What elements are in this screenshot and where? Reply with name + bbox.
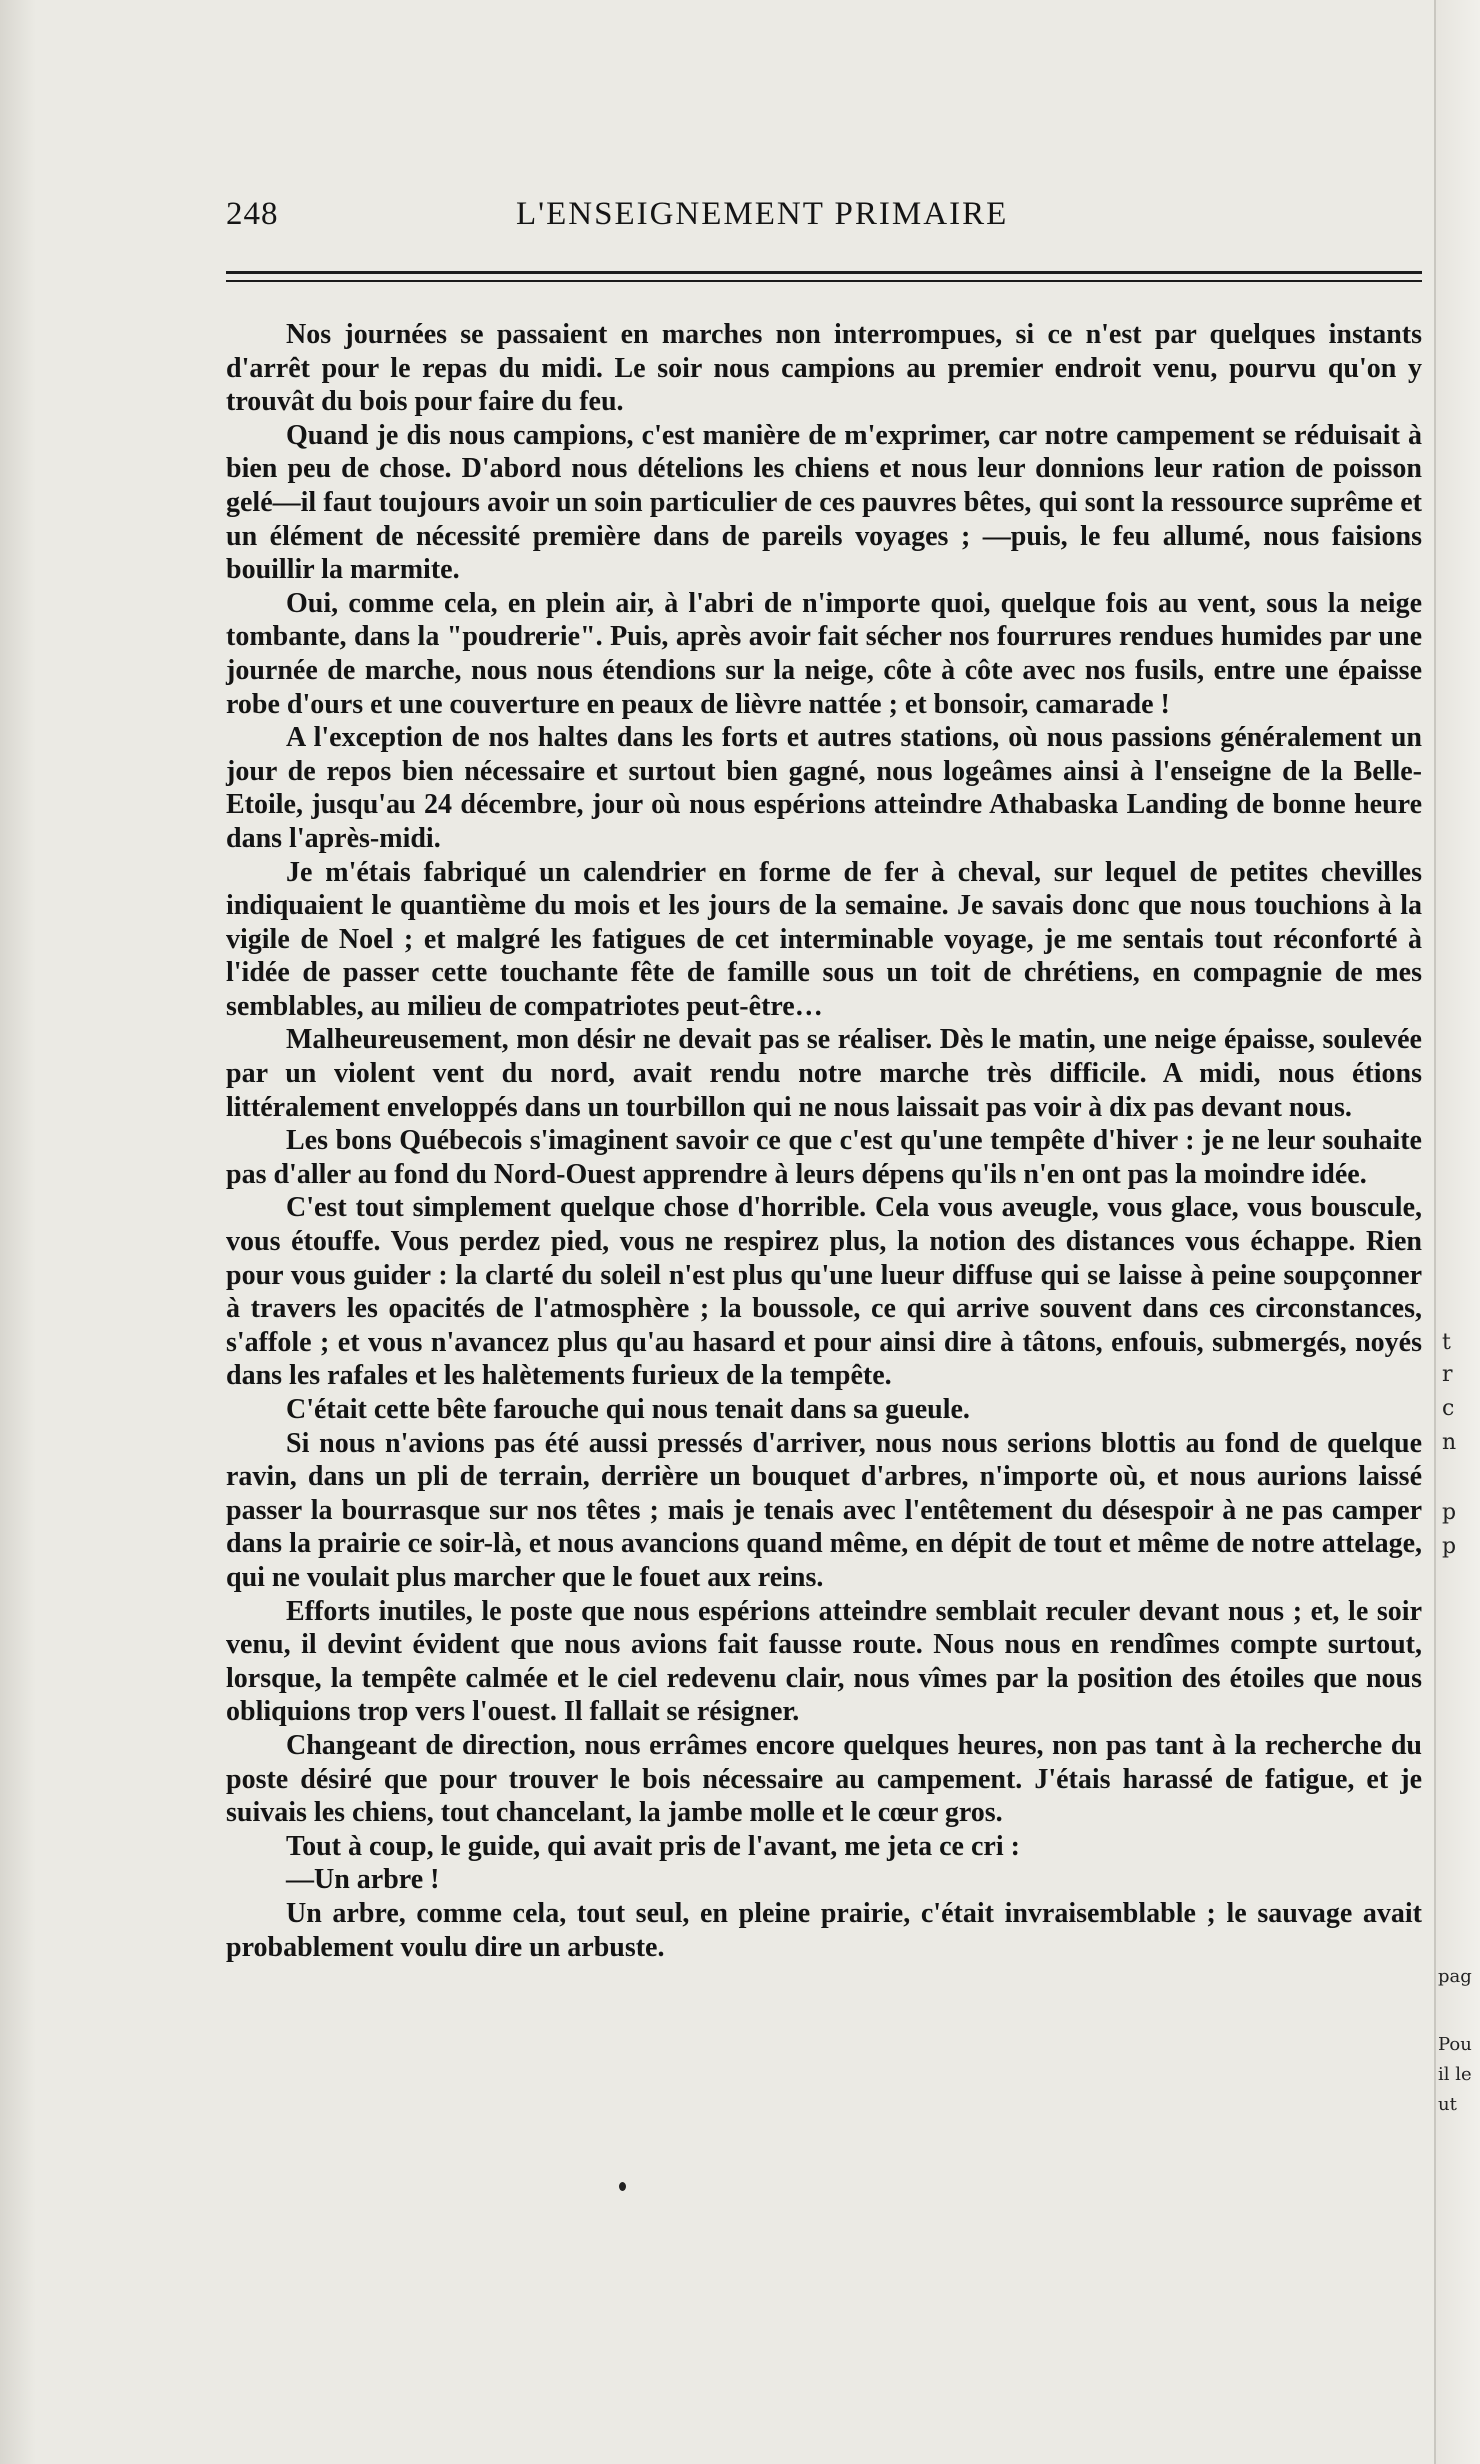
margin-fragment: p [1442,1500,1457,1525]
margin-fragment: Pou [1438,2034,1472,2055]
paragraph-5: Je m'étais fabriqué un calendrier en forme de fer à cheval, sur lequel de petites chevilles indiquaient le quantième du mois et les jours de la semaine. Je savais donc que nous touchions à la vigile de Noel ; et malgré les fatigues de cet interminable voyage, je me sentais tout réconforté à l'idée de passer cette touchante fête de famille sous un toit de chrétiens, en compagnie de mes semblables, au milieu de compatriotes peut-être… [226,856,1422,1022]
paragraph-6: Malheureusement, mon désir ne devait pas se réaliser. Dès le matin, une neige épaisse, soulevée par un violent vent du nord, avait rendu notre marche très difficile. A midi, nous étions littéralement enveloppés dans un tourbillon qui ne nous laissait pas voir à dix pas devant nous. [226,1024,1422,1123]
paragraph-14: —Un arbre ! [286,1864,440,1896]
paragraph-2: Quand je dis nous campions, c'est manière de m'exprimer, car notre campement se réduisait à bien peu de chose. D'abord nous dételions les chiens et nous leur donnions leur ration de poisson gelé—il faut toujours avoir un soin particulier de ces pauvres bêtes, qui sont la ressource suprême et un élément de nécessité première dans de pareils voyages ; —puis, le feu allumé, nous faisions bouillir la marmite. [226,419,1422,586]
paragraph-15: Un arbre, comme cela, tout seul, en pleine prairie, c'était invraisemblable ; le sauvage avait probablement voulu dire un arbuste. [226,1897,1422,1963]
margin-fragment: n [1442,1430,1457,1455]
paragraph-7: Les bons Québecois s'imaginent savoir ce que c'est qu'une tempête d'hiver : je ne leur souhaite pas d'aller au fond du Nord-Ouest apprendre à leurs dépens qu'ils n'en ont pas la moindre idée. [226,1125,1422,1190]
paragraph-1: Nos journées se passaient en marches non interrompues, si ce n'est par quelques instants d'arrêt pour le repas du midi. Le soir nous campions au premier endroit venu, pourvu qu'on y trouvât du bois pour faire du feu. [226,319,1422,418]
margin-fragment: r [1442,1362,1453,1387]
article-body [226,318,1422,1964]
paragraph-12: Changeant de direction, nous errâmes encore quelques heures, non pas tant à la recherche du poste désiré que pour trouver le bois nécessaire au campement. J'étais harassé de fatigue, et je suivais les chiens, tout chancelant, la jambe molle et le cœur gros. [226,1729,1422,1829]
paragraph-8: C'est tout simplement quelque chose d'horrible. Cela vous aveugle, vous glace, vous bouscule, vous étouffe. Vous perdez pied, vous ne respirez plus, la notion des distances vous échappe. Rien pour vous guider : la clarté du soleil n'est plus qu'une lueur diffuse qui se laisse à peine soupçonner à travers les opacités de l'atmosphère ; la boussole, ce qui arrive souvent dans ces circonstances, s'affole ; et vous n'avancez plus qu'au hasard et pour ainsi dire à tâtons, enfouis, submergés, noyés dans les rafales et les halètements furieux de la tempête. [226,1192,1422,1392]
margin-fragment: il le [1438,2064,1472,2085]
running-header [226,196,1226,240]
margin-fragment: t [1442,1330,1451,1355]
ink-speck [619,2182,626,2191]
paragraph-3: Oui, comme cela, en plein air, à l'abri de n'importe quoi, quelque fois au vent, sous la neige tombante, dans la "poudrerie". Puis, après avoir fait sécher nos fourrures rendues humides par une journée de marche, nous nous étendions sur la neige, côte à côte avec nos fusils, entre une épaisse robe d'ours et une couverture en peaux de lièvre nattée ; et bonsoir, camarade ! [226,587,1422,720]
margin-fragment: pag [1438,1966,1472,1987]
paragraph-10: Si nous n'avions pas été aussi pressés d'arriver, nous nous serions blottis au fond de quelque ravin, dans un pli de terrain, derrière un bouquet d'arbres, n'importe où, et nous aurions laissé passer la bourrasque sur nos têtes ; mais je tenais avec l'entêtement du désespoir à ne pas camper dans la prairie ce soir-là, et nous avancions quand même, en dépit de tout et même de notre attelage, qui ne voulait plus marcher que le fouet aux reins. [226,1427,1422,1593]
page-left-edge [0,0,36,2464]
paragraph-9: C'était cette bête farouche qui nous tenait dans sa gueule. [286,1394,970,1425]
header-rule-thin [226,280,1422,282]
margin-fragment: c [1442,1396,1455,1421]
running-title: L'ENSEIGNEMENT PRIMAIRE [516,196,1009,232]
header-rule-thick [226,271,1422,274]
margin-fragment: ut [1438,2094,1457,2115]
paragraph-11: Efforts inutiles, le poste que nous espérions atteindre semblait reculer devant nous ; et, le soir venu, il devint évident que nous avions fait fausse route. Nous nous en rendîmes compte surtout, lorsque, la tempête calmée et le ciel redevenu clair, nous vîmes par la position des étoiles que nous obliquions trop vers l'ouest. Il fallait se résigner. [226,1595,1422,1728]
page-number: 248 [226,196,279,232]
margin-fragment: p [1442,1534,1457,1559]
paragraph-4: A l'exception de nos haltes dans les forts et autres stations, où nous passions généralement un jour de repos bien nécessaire et surtout bien gagné, nous logeâmes ainsi à l'enseigne de la Belle-Etoile, jusqu'au 24 décembre, jour où nous espérions atteindre Athabaska Landing de bonne heure dans l'après-midi. [226,722,1422,854]
adjacent-page-edge [1434,0,1480,2464]
paragraph-13: Tout à coup, le guide, qui avait pris de l'avant, me jeta ce cri : [286,1830,1020,1862]
